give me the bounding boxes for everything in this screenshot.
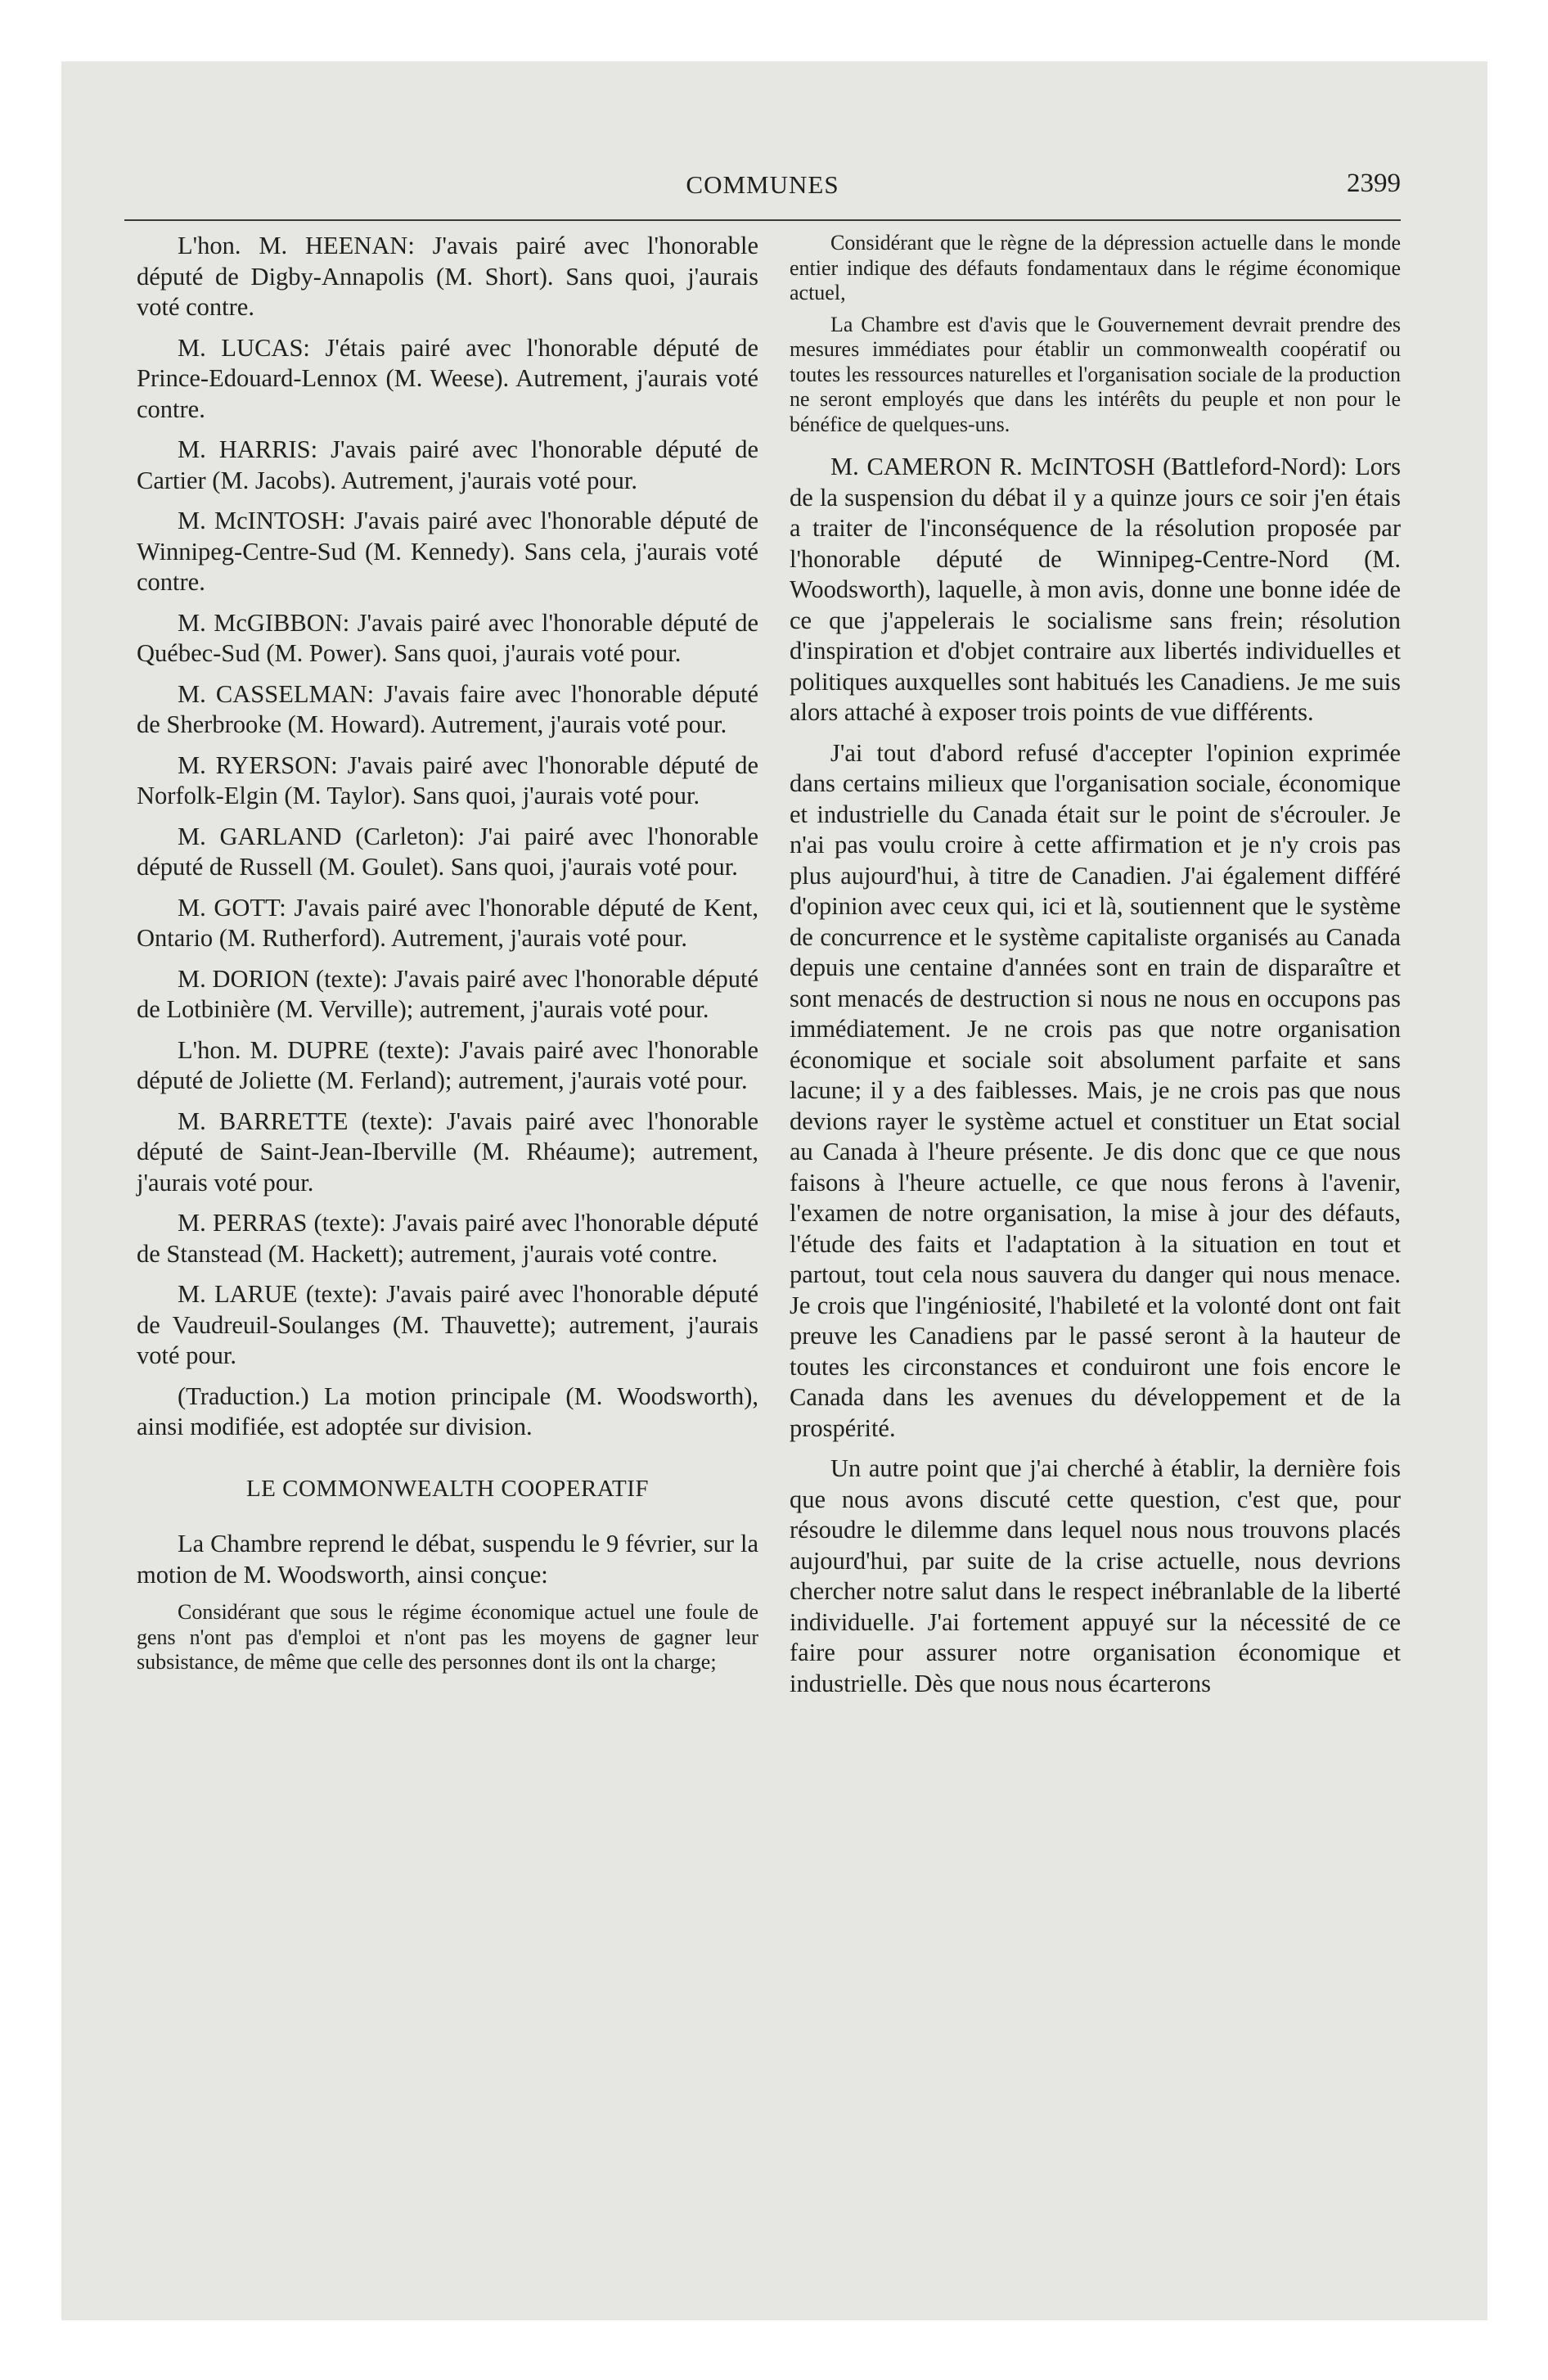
paragraph-dupre: L'hon. M. DUPRE (texte): J'avais pairé avec l'honorable député de Joliette (M. Ferland); autrement, j'aurais voté pour. bbox=[137, 1035, 758, 1094]
running-title: COMMUNES bbox=[686, 170, 839, 199]
paragraph-mcintosh: M. McINTOSH: J'avais pairé avec l'honorable député de Winnipeg-Centre-Sud (M. Kennedy). Sans cela, j'aurais voté contre. bbox=[137, 507, 758, 596]
right-column bbox=[790, 231, 1401, 1709]
motion-considerant: Considérant que le règne de la dépression actuelle dans le monde entier indique des défauts fondamentaux dans le régime économique actuel, bbox=[790, 231, 1401, 304]
left-column bbox=[137, 231, 758, 1682]
paragraph-opinion: J'ai tout d'abord refusé d'accepter l'opinion exprimée dans certains milieux que l'organisation sociale, économique et industrielle du Canada était sur le point de s'écrouler. Je n'ai pas voulu croire à cette affirmation et je n'y crois pas plus aujourd'hui, à titre de Canadien. J'ai également différé d'opinion avec ceux qui, ici et là, soutiennent que le système de concurrence et le système capitaliste organisés au Canada depuis une centaine d'années sont en train de disparaître et sont menacés de destruction si nous ne nous en occupons pas immédiatement. Je ne crois pas que notre organisation économique et sociale soit absolument parfaite et sans lacune; il y a des faiblesses. Mais, je ne crois pas que nous devions rayer le système actuel et constituer un Etat social au Canada à l'heure présente. Je dis donc que ce que nous faisons à l'heure actuelle, ce que nous ferons à l'avenir, l'examen de notre organisation, la mise à jour des défauts, l'étude des faits et l'adaptation à la situation en tout et partout, tout cela nous sauvera du danger qui nous menace. Je crois que l'ingéniosité, l'habileté et la volonté dont ont fait preuve les Canadiens par le passé seront à la hauteur de toutes les circonstances et conduiront une fois encore le Canada dans les avenues du développement et de la prospérité. bbox=[790, 738, 1401, 1442]
paragraph-larue: M. LARUE (texte): J'avais pairé avec l'honorable député de Vaudreuil-Soulanges (M. Thauvette); autrement, j'aurais voté pour. bbox=[137, 1280, 758, 1369]
paragraph-perras: M. PERRAS (texte): J'avais pairé avec l'honorable député de Stanstead (M. Hackett); autrement, j'aurais voté contre. bbox=[137, 1209, 758, 1268]
paragraph-harris: M. HARRIS: J'avais pairé avec l'honorable député de Cartier (M. Jacobs). Autrement, j'aurais voté pour. bbox=[137, 435, 758, 494]
header-rule bbox=[124, 219, 1401, 221]
paragraph-cameron-mcintosh: M. CAMERON R. McINTOSH (Battleford-Nord): Lors de la suspension du débat il y a quinze jours ce soir j'en étais a traiter de l'inconséquence de la résolution proposée par l'honorable député de Winnipeg-Centre-Nord (M. Woodsworth), laquelle, à mon avis, donne une bonne idée de ce que j'appelerais le socialisme sans frein; résolution d'inspiration et d'objet contraire aux libertés individuelles et politiques auxquelles sont habitués les Canadiens. Je me suis alors attaché à exposer trois points de vue différents. bbox=[790, 453, 1401, 726]
paragraph-garland: M. GARLAND (Carleton): J'ai pairé avec l'honorable député de Russell (M. Goulet). Sans quoi, j'aurais voté pour. bbox=[137, 822, 758, 881]
paragraph-casselman: M. CASSELMAN: J'avais faire avec l'honorable député de Sherbrooke (M. Howard). Autrement, j'aurais voté pour. bbox=[137, 679, 758, 738]
paragraph-dorion: M. DORION (texte): J'avais pairé avec l'honorable député de Lotbinière (M. Verville); autrement, j'aurais voté pour. bbox=[137, 964, 758, 1023]
paragraph-lucas: M. LUCAS: J'étais pairé avec l'honorable député de Prince-Edouard-Lennox (M. Weese). Autrement, j'aurais voté contre. bbox=[137, 333, 758, 423]
paragraph-autre-point: Un autre point que j'ai cherché à établir, la dernière fois que nous avons discuté cette question, c'est que, pour résoudre le dilemme dans lequel nous nous trouvons placés aujourd'hui, par suite de la crise actuelle, nous devrions chercher notre salut dans le respect inébranlable de la liberté individuelle. J'ai fortement appuyé sur la nécessité de ce faire pour assurer notre organisation économique et industrielle. Dès que nous nous écarterons bbox=[790, 1454, 1401, 1697]
paragraph-ryerson: M. RYERSON: J'avais pairé avec l'honorable député de Norfolk-Elgin (M. Taylor). Sans quoi, j'aurais voté pour. bbox=[137, 751, 758, 809]
paragraph-barrette: M. BARRETTE (texte): J'avais pairé avec l'honorable député de Saint-Jean-Iberville (M. Rhéaume); autrement, j'aurais voté pour. bbox=[137, 1107, 758, 1197]
paragraph-gott: M. GOTT: J'avais pairé avec l'honorable député de Kent, Ontario (M. Rutherford). Autrement, j'aurais voté pour. bbox=[137, 893, 758, 952]
paragraph-reprise-debat: La Chambre reprend le débat, suspendu le 9 février, sur la motion de M. Woodsworth, ainsi conçue: bbox=[137, 1530, 758, 1589]
page-header bbox=[124, 162, 1401, 211]
paragraph-mcgibbon: M. McGIBBON: J'avais pairé avec l'honorable député de Québec-Sud (M. Power). Sans quoi, j'aurais voté pour. bbox=[137, 608, 758, 667]
motion-text-start: Considérant que sous le régime économique actuel une foule de gens n'ont pas d'emploi et n'ont pas les moyens de gagner leur subsistance, de même que celle des personnes dont ils ont la charge; bbox=[137, 1600, 758, 1674]
motion-resolution: La Chambre est d'avis que le Gouvernement devrait prendre des mesures immédiates pour établir un commonwealth coopératif ou toutes les ressources naturelles et l'organisation sociale de la production ne seront employés que dans les intérêts du peuple et non pour le bénéfice de quelques-uns. bbox=[790, 312, 1401, 436]
paragraph-traduction: (Traduction.) La motion principale (M. Woodsworth), ainsi modifiée, est adoptée sur division. bbox=[137, 1382, 758, 1440]
page-number: 2399 bbox=[1347, 169, 1401, 198]
paragraph-heenan: L'hon. M. HEENAN: J'avais pairé avec l'honorable député de Digby-Annapolis (M. Short). Sans quoi, j'aurais voté contre. bbox=[137, 232, 758, 321]
section-heading: LE COMMONWEALTH COOPERATIF bbox=[245, 1475, 650, 1502]
